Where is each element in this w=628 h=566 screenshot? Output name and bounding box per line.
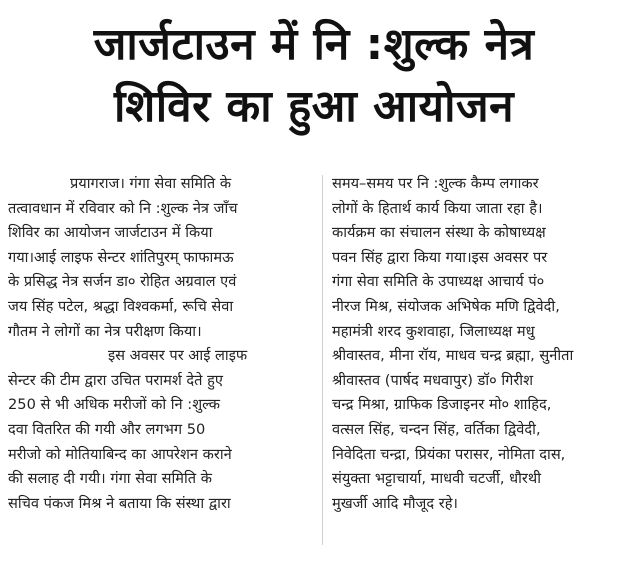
paragraph-line: गौतम ने लोगों का नेत्र परीक्षण किया। <box>8 322 202 340</box>
paragraph-line: नीरज मिश्र, संयोजक अभिषेक मणि द्विवेदी, <box>332 297 560 315</box>
paragraph-line: गंगा सेवा समिति के उपाध्यक्ष आचार्य पं० <box>332 273 545 291</box>
paragraph-line: सेन्टर की टीम द्वारा उचित परामर्श देते हुए <box>8 371 223 389</box>
paragraph-line: शिविर का आयोजन जार्जटाउन में किया <box>8 224 213 242</box>
paragraph-line: तत्वावधान में रविवार को नि :शुल्क नेत्र जाँच <box>8 199 238 217</box>
paragraph-line: के प्रसिद्ध नेत्र सर्जन डा० रोहित अग्रवाल एवं <box>8 273 237 291</box>
paragraph-line: मुखर्जी आदि मौजूद रहे। <box>332 494 458 512</box>
paragraph-line: समय–समय पर नि :शुल्क कैम्प लगाकर <box>332 175 539 192</box>
headline-line-2: शिविर का हुआ आयोजन <box>113 81 515 132</box>
paragraph-line: 250 से भी अधिक मरीजों को नि :शुल्क <box>8 396 220 414</box>
paragraph-line: चन्द्र मिश्रा, ग्राफिक डिजाइनर मो० शाहिद, <box>332 396 552 414</box>
paragraph-line: प्रयागराज। गंगा सेवा समिति के <box>70 175 232 192</box>
paragraph-line: श्रीवास्तव (पार्षद मधवापुर) डॉ० गिरीश <box>332 371 534 389</box>
paragraph-line: गया।आई लाइफ सेन्टर शांतिपुरम् फाफामऊ <box>8 248 234 266</box>
paragraph-line: महामंत्री शरद कुशवाहा, जिलाध्यक्ष मधु <box>332 322 535 340</box>
paragraph-line: जय सिंह पटेल, श्रद्धा विश्वकर्मा, रूचि सेवा <box>8 297 234 315</box>
paragraph-line: कार्यक्रम का संचालन संस्था के कोषाध्यक्ष <box>332 224 546 242</box>
article-left-column <box>8 172 314 516</box>
headline-line-1: जार्जटाउन में नि :शुल्क नेत्र <box>93 19 535 70</box>
article-right-column <box>332 172 622 516</box>
paragraph-line: इस अवसर पर आई लाइफ <box>108 347 248 365</box>
paragraph-line: लोगों के हितार्थ कार्य किया जाता रहा है। <box>332 199 543 217</box>
paragraph-line: दवा वितरित की गयी और लगभग 50 <box>8 420 206 438</box>
paragraph-line: श्रीवास्तव, मीना रॉय, माधव चन्द्र ब्रह्मा, सुनीता <box>332 347 574 365</box>
paragraph-line: वत्सल सिंह, चन्दन सिंह, वर्तिका द्विवेदी, <box>332 420 541 438</box>
paragraph-line: सचिव पंकज मिश्र ने बताया कि संस्था द्वारा <box>8 494 231 512</box>
column-divider <box>322 175 323 545</box>
paragraph-line: पवन सिंह द्वारा किया गया।इस अवसर पर <box>332 248 548 266</box>
paragraph-line: की सलाह दी गयी। गंगा सेवा समिति के <box>8 470 212 488</box>
paragraph-line: मरीजो को मोतियाबिन्द का आपरेशन कराने <box>8 445 232 463</box>
paragraph-line: संयुक्ता भट्टाचार्या, माधवी चटर्जी, धौरथी <box>332 470 541 488</box>
paragraph-line: निवेदिता चन्द्रा, प्रियंका परासर, नोमिता दास, <box>332 445 566 463</box>
article-headline <box>0 14 628 138</box>
